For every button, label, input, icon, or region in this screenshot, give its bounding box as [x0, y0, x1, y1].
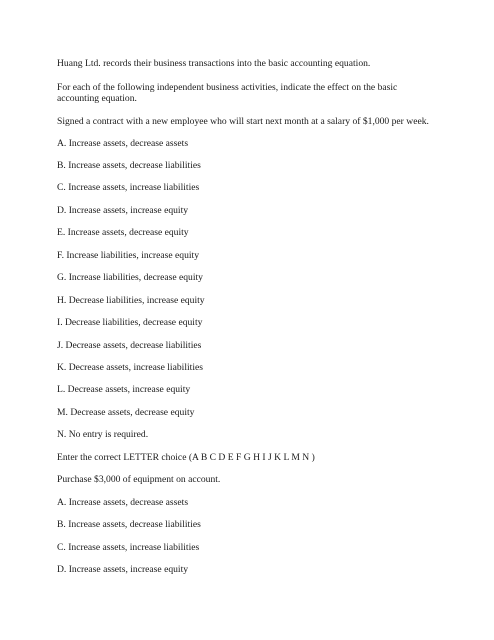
question-1-option-g: G. Increase liabilities, decrease equity [57, 272, 203, 283]
question-2-option-c: C. Increase assets, increase liabilities [57, 542, 200, 553]
intro-text: Huang Ltd. records their business transactions into the basic accounting equation. [57, 58, 371, 69]
question-1-prompt: Signed a contract with a new employee who will start next month at a salary of $1,000 per week. [57, 116, 429, 127]
question-1-option-c: C. Increase assets, increase liabilities [57, 182, 200, 193]
question-1-option-f: F. Increase liabilities, increase equity [57, 250, 200, 261]
question-2-option-b: B. Increase assets, decrease liabilities [57, 519, 201, 530]
question-1-option-h: H. Decrease liabilities, increase equity [57, 295, 205, 306]
instructions-line-1: For each of the following independent business activities, indicate the effect on the basic [57, 82, 398, 93]
question-2-option-d: D. Increase assets, increase equity [57, 564, 189, 575]
question-1-answer-instruction: Enter the correct LETTER choice (A B C D E F G H I J K L M N ) [57, 452, 315, 463]
question-1-option-n: N. No entry is required. [57, 429, 149, 440]
question-1-option-k: K. Decrease assets, increase liabilities [57, 362, 203, 373]
question-1-option-j: J. Decrease assets, decrease liabilities [57, 340, 202, 351]
instructions-line-2: accounting equation. [57, 93, 137, 104]
question-1-option-d: D. Increase assets, increase equity [57, 205, 189, 216]
question-2-option-a: A. Increase assets, decrease assets [57, 497, 189, 508]
question-1-option-m: M. Decrease assets, decrease equity [57, 407, 195, 418]
question-1-option-i: I. Decrease liabilities, decrease equity [57, 317, 203, 328]
question-1-option-a: A. Increase assets, decrease assets [57, 138, 189, 149]
question-2-prompt: Purchase $3,000 of equipment on account. [57, 474, 221, 485]
question-1-option-l: L. Decrease assets, increase equity [57, 384, 191, 395]
question-1-option-e: E. Increase assets, decrease equity [57, 227, 189, 238]
question-1-option-b: B. Increase assets, decrease liabilities [57, 160, 201, 171]
